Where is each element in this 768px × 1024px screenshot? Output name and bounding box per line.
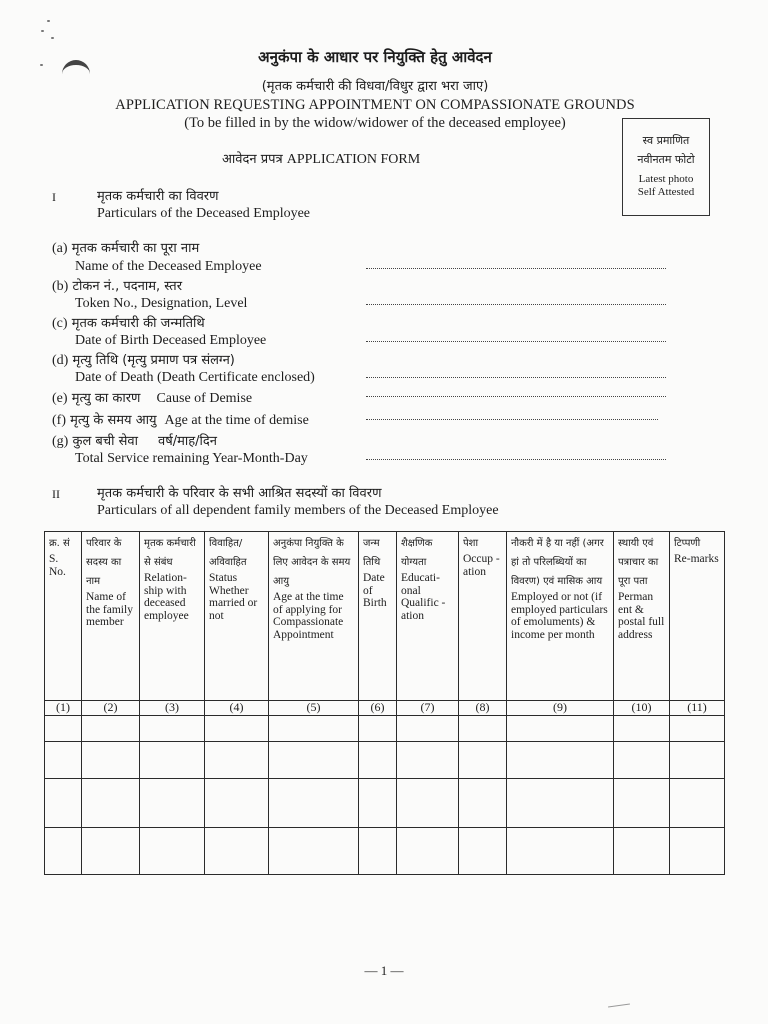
photo-box-line4: Self Attested — [637, 186, 695, 198]
table-cell[interactable] — [397, 741, 459, 778]
col-header-remarks: टिप्पणी Re-marks — [670, 532, 725, 701]
table-cell[interactable] — [614, 715, 670, 741]
table-row[interactable] — [45, 741, 725, 778]
table-cell[interactable] — [507, 778, 614, 827]
field-g-label-english: Total Service remaining Year-Month-Day — [75, 451, 308, 466]
col-header-address: स्थायी एवं पत्राचार का पूरा पता Perman ent & postal full address — [614, 532, 670, 701]
table-row[interactable] — [45, 778, 725, 827]
field-g-label-hindi: (g) कुल बची सेवा वर्ष/माह/दिन — [52, 434, 217, 449]
table-cell[interactable] — [614, 778, 670, 827]
field-b-label-english: Token No., Designation, Level — [75, 296, 248, 311]
field-b-input-line[interactable] — [366, 304, 666, 305]
table-cell[interactable] — [269, 827, 359, 874]
table-cell[interactable] — [359, 827, 397, 874]
table-cell[interactable] — [45, 827, 82, 874]
photo-box-line3: Latest photo — [638, 173, 694, 185]
table-cell[interactable] — [45, 741, 82, 778]
page-number: — 1 — — [364, 963, 404, 978]
table-cell[interactable] — [82, 715, 140, 741]
subtitle-hindi: (मृतक कर्मचारी की विधवा/विधुर द्वारा भरा जाए) — [261, 79, 489, 94]
col-header-education: शैक्षणिक योग्यता Educati-onal Qualific -ation — [397, 532, 459, 701]
table-cell[interactable] — [614, 741, 670, 778]
table-cell[interactable] — [670, 827, 725, 874]
field-c-label-english: Date of Birth Deceased Employee — [75, 333, 267, 348]
col-number: (5) — [269, 701, 359, 716]
scan-mark — [608, 1003, 630, 1007]
table-cell[interactable] — [140, 715, 205, 741]
col-header-age: अनुकंपा नियुक्ति के लिए आवेदन के समय आयु Age at the time of applying for Compassionate Appointment — [269, 532, 359, 701]
table-cell[interactable] — [614, 827, 670, 874]
col-number: (8) — [459, 701, 507, 716]
field-e-input-line[interactable] — [366, 396, 666, 397]
section-1-number: I — [52, 190, 56, 204]
table-cell[interactable] — [82, 741, 140, 778]
scan-speck — [51, 37, 54, 39]
table-cell[interactable] — [507, 741, 614, 778]
field-a-label-english: Name of the Deceased Employee — [75, 259, 262, 274]
table-cell[interactable] — [670, 715, 725, 741]
title-english: APPLICATION REQUESTING APPOINTMENT ON COMPASSIONATE GROUNDS — [115, 97, 635, 113]
field-g-input-line[interactable] — [366, 459, 666, 460]
col-number: (10) — [614, 701, 670, 716]
table-row[interactable] — [45, 715, 725, 741]
section-2-title-english: Particulars of all dependent family members of the Deceased Employee — [97, 503, 499, 518]
form-label-hindi: आवेदन प्रपत्र — [222, 152, 283, 167]
field-b-label-hindi: (b) टोकन नं., पदनाम, स्तर — [52, 279, 183, 294]
photo-box-line2: नवीनतम फोटो — [637, 153, 695, 166]
table-cell[interactable] — [459, 778, 507, 827]
field-c-label-hindi: (c) मृतक कर्मचारी की जन्मतिथि — [52, 316, 205, 331]
table-cell[interactable] — [359, 741, 397, 778]
col-number: (11) — [670, 701, 725, 716]
table-cell[interactable] — [507, 715, 614, 741]
col-number: (4) — [205, 701, 269, 716]
table-number-row — [45, 701, 725, 716]
table-cell[interactable] — [269, 778, 359, 827]
table-header-row — [45, 532, 725, 701]
col-number: (1) — [45, 701, 82, 716]
table-cell[interactable] — [459, 827, 507, 874]
table-cell[interactable] — [397, 715, 459, 741]
col-number: (9) — [507, 701, 614, 716]
field-c-input-line[interactable] — [366, 341, 666, 342]
table-cell[interactable] — [670, 778, 725, 827]
section-2-title-hindi: मृतक कर्मचारी के परिवार के सभी आश्रित सदस्यों का विवरण — [97, 486, 382, 501]
table-cell[interactable] — [359, 715, 397, 741]
table-cell[interactable] — [45, 778, 82, 827]
section-2-number: II — [52, 487, 60, 501]
table-cell[interactable] — [82, 827, 140, 874]
table-cell[interactable] — [359, 778, 397, 827]
table-cell[interactable] — [205, 741, 269, 778]
col-number: (7) — [397, 701, 459, 716]
table-cell[interactable] — [397, 778, 459, 827]
table-cell[interactable] — [397, 827, 459, 874]
form-label — [222, 149, 420, 168]
form-label-english: APPLICATION FORM — [286, 152, 421, 167]
table-cell[interactable] — [45, 715, 82, 741]
col-number: (2) — [82, 701, 140, 716]
scan-speck — [47, 20, 50, 22]
section-1-title-hindi: मृतक कर्मचारी का विवरण — [97, 189, 219, 204]
field-d-label-english: Date of Death (Death Certificate enclosed) — [75, 370, 315, 385]
table-cell[interactable] — [459, 741, 507, 778]
table-cell[interactable] — [140, 778, 205, 827]
field-a-label-hindi: (a) मृतक कर्मचारी का पूरा नाम — [52, 241, 200, 256]
field-f-input-line[interactable] — [366, 419, 658, 420]
col-header-occupation: पेशा Occup -ation — [459, 532, 507, 701]
col-header-name: परिवार के सदस्य का नाम Name of the family member — [82, 532, 140, 701]
photo-box-line1: स्व प्रमाणित — [642, 134, 690, 147]
table-cell[interactable] — [205, 778, 269, 827]
table-cell[interactable] — [269, 715, 359, 741]
field-e-label: (e) मृत्यु का कारण Cause of Demise — [52, 391, 253, 406]
col-number: (6) — [359, 701, 397, 716]
title-hindi: अनुकंपा के आधार पर नियुक्ति हेतु आवेदन — [258, 48, 492, 66]
table-cell[interactable] — [269, 741, 359, 778]
subtitle-english: (To be filled in by the widow/widower of the deceased employee) — [184, 115, 566, 131]
table-cell[interactable] — [82, 778, 140, 827]
field-f-label: (f) मृत्यु के समय आयु Age at the time of demise — [52, 413, 309, 428]
photo-box[interactable] — [622, 118, 710, 216]
table-cell[interactable] — [140, 827, 205, 874]
scan-speck — [41, 30, 44, 32]
table-cell[interactable] — [205, 827, 269, 874]
col-header-marital-status: विवाहित/ अविवाहित Status Whether married or not — [205, 532, 269, 701]
col-header-relationship: मृतक कर्मचारी से संबंध Relation-ship with deceased employee — [140, 532, 205, 701]
dependents-table — [44, 531, 725, 875]
field-a-input-line[interactable] — [366, 268, 666, 269]
table-cell[interactable] — [205, 715, 269, 741]
field-d-label-hindi: (d) मृत्यु तिथि (मृत्यु प्रमाण पत्र संलग्न) — [52, 353, 235, 368]
table-cell[interactable] — [507, 827, 614, 874]
table-cell[interactable] — [140, 741, 205, 778]
section-1-title-english: Particulars of the Deceased Employee — [97, 206, 311, 221]
field-d-input-line[interactable] — [366, 377, 666, 378]
col-number: (3) — [140, 701, 205, 716]
table-row[interactable] — [45, 827, 725, 874]
table-cell[interactable] — [459, 715, 507, 741]
col-header-employment: नौकरी में है या नहीं (अगर हां तो परिलब्धियों का विवरण) एवं मासिक आय Employed or not (if employed particulars of emoluments) & income per month — [507, 532, 614, 701]
col-header-dob: जन्म तिथि Date of Birth — [359, 532, 397, 701]
table-cell[interactable] — [670, 741, 725, 778]
col-header-sno: क्र. सं S. No. — [45, 532, 82, 701]
